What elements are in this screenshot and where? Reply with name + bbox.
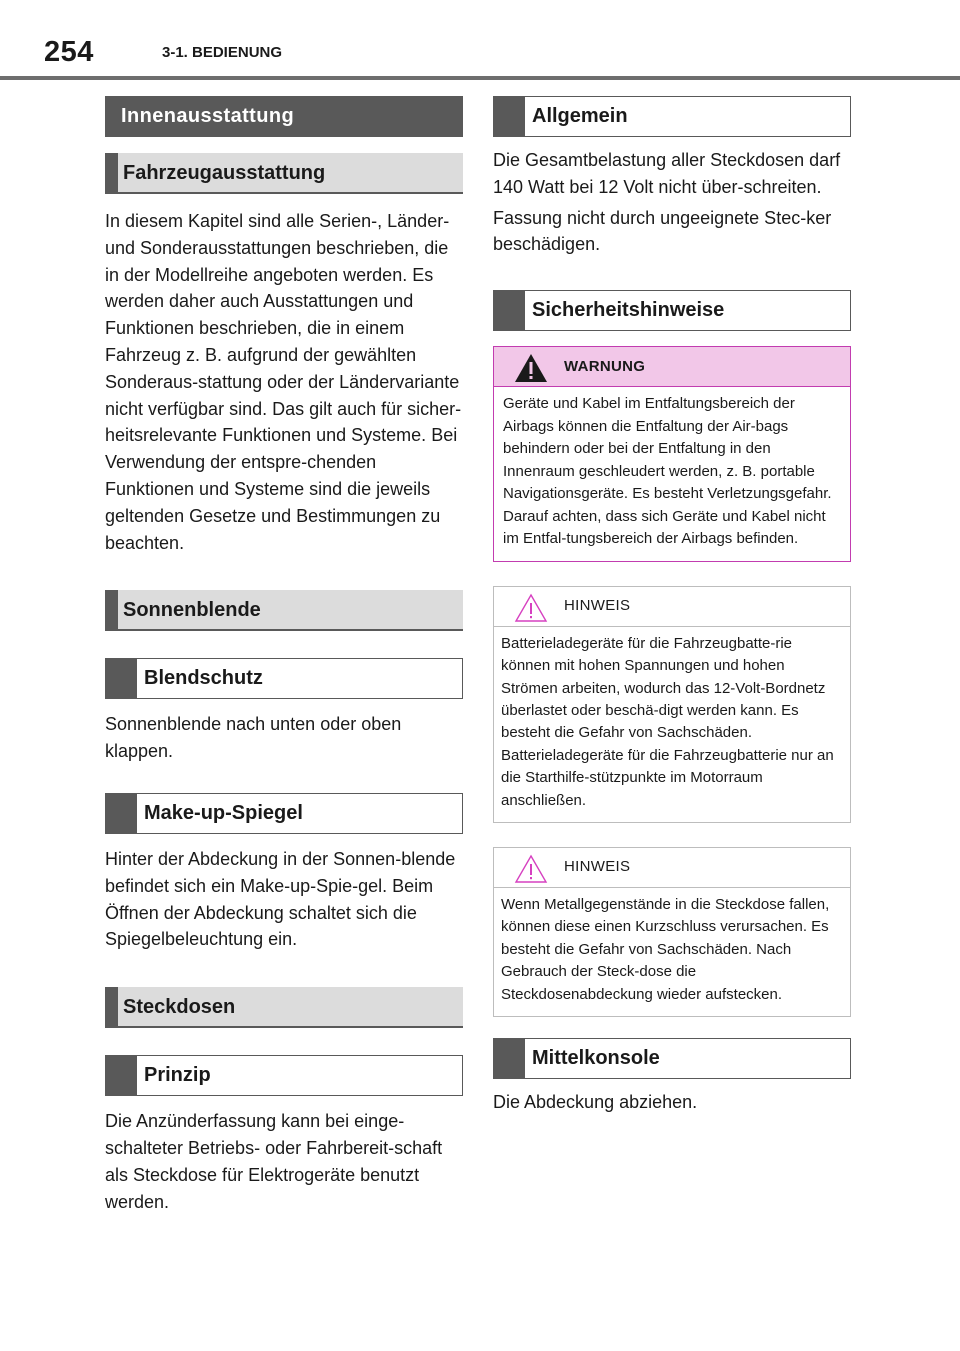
warning-triangle-icon: [514, 353, 548, 388]
note-text-metal: Wenn Metallgegenstände in die Steckdose fallen, können diese einen Kurzschluss verursachen. Es besteht die Gefahr von Sachschäden. Nach Gebrauch der Steck-dose die Steckdosenabdeckung wieder aufstecken.: [501, 895, 830, 1003]
warning-label: WARNUNG: [564, 358, 646, 376]
heading-steckdosen: [105, 987, 463, 1028]
header-rule: [0, 76, 960, 80]
blendschutz-paragraph: Sonnenblende nach unten oder oben klappen.: [105, 714, 402, 762]
heading-fahrzeugausstattung: [105, 153, 463, 194]
heading-blendschutz-label: Blendschutz: [144, 667, 263, 690]
caution-triangle-icon: [514, 593, 548, 628]
warning-box: [493, 346, 851, 562]
heading-mittelkonsole-label: Mittelkonsole: [532, 1046, 660, 1069]
chapter-title: 3-1. BEDIENUNG: [162, 44, 283, 61]
left-column: [105, 96, 463, 1215]
heading-innenausstattung: Innenausstattung: [105, 96, 463, 137]
note-label-battery: HINWEIS: [564, 596, 631, 614]
allgemein-paragraph-2: Fassung nicht durch ungeeignete Stec-ker beschädigen.: [493, 207, 832, 255]
page-number: 254: [44, 36, 94, 68]
heading-prinzip: [105, 1055, 463, 1096]
heading-allgemein-label: Allgemein: [532, 105, 628, 127]
note-label-metal: HINWEIS: [564, 857, 631, 875]
note-box-battery: [493, 586, 851, 823]
heading-blendschutz: [105, 658, 463, 699]
makeup-paragraph: Hinter der Abdeckung in der Sonnen-blende befindet sich ein Make-up-Spie-gel. Beim Öffnen der Abdeckung schaltet sich die Spiegelbeleuchtung ein.: [105, 848, 456, 950]
warning-header: [494, 347, 850, 387]
allgemein-paragraph-1: Die Gesamtbelastung aller Steckdosen darf 140 Watt bei 12 Volt nicht über-schreiten.: [493, 150, 841, 197]
heading-mittelkonsole: [493, 1038, 851, 1079]
page-header: [0, 0, 960, 80]
note-header-battery: [494, 587, 850, 627]
heading-makeup-spiegel-label: Make-up-Spiegel: [144, 801, 303, 824]
caution-triangle-icon: [514, 854, 548, 889]
right-column: [493, 96, 851, 1116]
heading-makeup-spiegel: [105, 793, 463, 834]
heading-sicherheitshinweise: [493, 290, 851, 331]
note-text-battery: Batterieladegeräte für die Fahrzeugbatte-rie können mit hohen Spannungen und hohen Strömen arbeiten, wodurch das 12-Volt-Bordnetz überlastet oder beschä-digt werden kann. Es besteht die Gefahr von Sachschäden. Batterieladegeräte für die Fahrzeugbatterie nur an die Starthilfe-stützpunkte im Motorraum anschließen.: [501, 634, 834, 809]
heading-sonnenblende-label: Sonnenblende: [123, 599, 261, 622]
heading-sonnenblende: [105, 590, 463, 631]
intro-paragraph: In diesem Kapitel sind alle Serien-, Länder- und Sonderausstattungen beschrieben, die in der Modellreihe angeboten werden. Es werden daher auch Ausstattungen und Funktionen beschrieben, die in einem Fahrzeug z. B. aufgrund der gewählten Sonderaus-stattung oder der Ländervariante nicht verfügbar sind. Das gilt auch für sicher-heitsrelevante Funktionen und Systeme. Bei Verwendung der entspre-chenden Funktionen und Systeme sind die jeweils geltenden Gesetze und Bestimmungen zu beachten.: [105, 211, 462, 553]
heading-fahrzeugausstattung-label: Fahrzeugausstattung: [123, 162, 326, 184]
heading-allgemein: [493, 96, 851, 137]
warning-text: Geräte und Kabel im Entfaltungsbereich der Airbags können die Entfaltung der Air-bags behindern oder bei der Entfaltung in den Innenraum geschleudert werden, z. B. portable Navigationsgeräte. Es besteht Verletzungsgefahr. Darauf achten, dass sich Geräte und Kabel nicht im Entfal-tungsbereich der Airbags befinden.: [503, 395, 832, 548]
mittelkonsole-paragraph: Die Abdeckung abziehen.: [493, 1091, 698, 1112]
note-header-metal: [494, 848, 850, 888]
prinzip-paragraph: Die Anzünderfassung kann bei einge-schalteter Betriebs- oder Fahrbereit-schaft als Steckdose für Elektrogeräte benutzt werden.: [105, 1111, 443, 1212]
note-box-metal: [493, 847, 851, 1017]
heading-sicherheitshinweise-label: Sicherheitshinweise: [532, 299, 725, 322]
heading-steckdosen-label: Steckdosen: [123, 996, 236, 1019]
heading-prinzip-label: Prinzip: [144, 1064, 211, 1087]
